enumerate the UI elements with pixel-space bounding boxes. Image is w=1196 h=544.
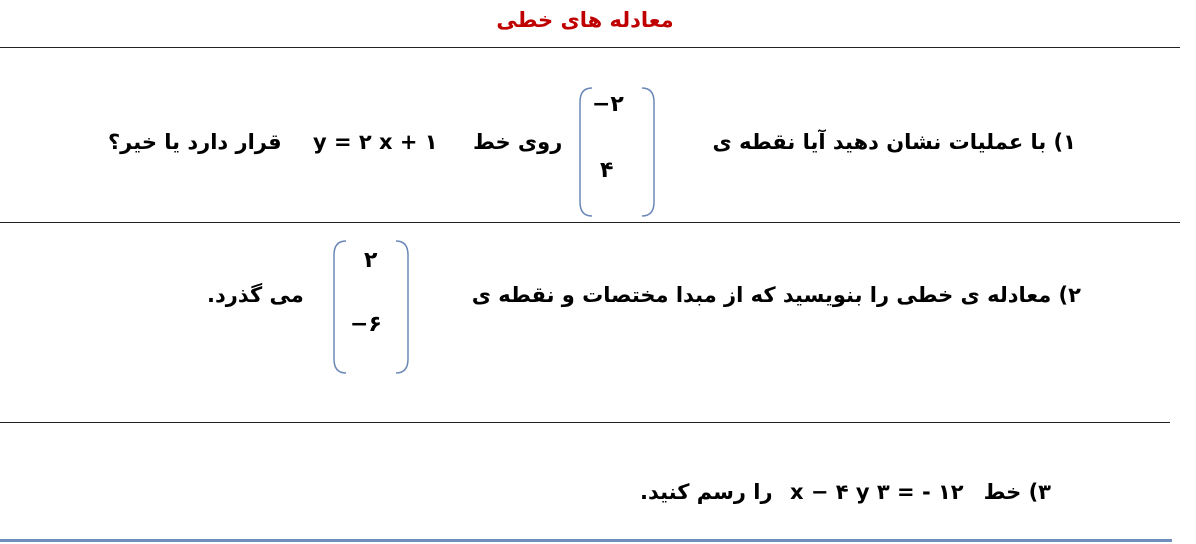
question-3-equation: ۱۲ - = ۳ x − ۴ y	[790, 480, 964, 504]
page-title: معادله های خطی	[496, 8, 674, 32]
question-2-text-right: ۲) معادله ی خطی را بنویسید که از مبدا مختصات و نقطه ی	[471, 283, 1081, 307]
question-3-text-right: ۳) خط	[983, 480, 1051, 504]
question-3-text-left: را رسم کنید.	[640, 480, 773, 504]
question-1-text-right: ۱) با عملیات نشان دهید آیا نقطه ی	[712, 130, 1076, 154]
vector-2-top: ۲	[364, 248, 378, 273]
question-1-equation: y = ۲ x + ۱	[313, 130, 438, 154]
vector-1-bottom: ۴	[600, 158, 614, 183]
divider-2	[0, 422, 1170, 423]
divider-top	[0, 47, 1180, 48]
question-1-text-mid: روی خط	[473, 130, 563, 154]
question-2-text-left: می گذرد.	[207, 283, 304, 307]
vector-2-bottom: −۶	[350, 312, 382, 337]
vector-1-top: −۲	[592, 92, 624, 117]
bottom-border	[0, 539, 1172, 542]
divider-1	[0, 222, 1180, 223]
question-1-text-left: قرار دارد یا خیر؟	[108, 130, 282, 154]
